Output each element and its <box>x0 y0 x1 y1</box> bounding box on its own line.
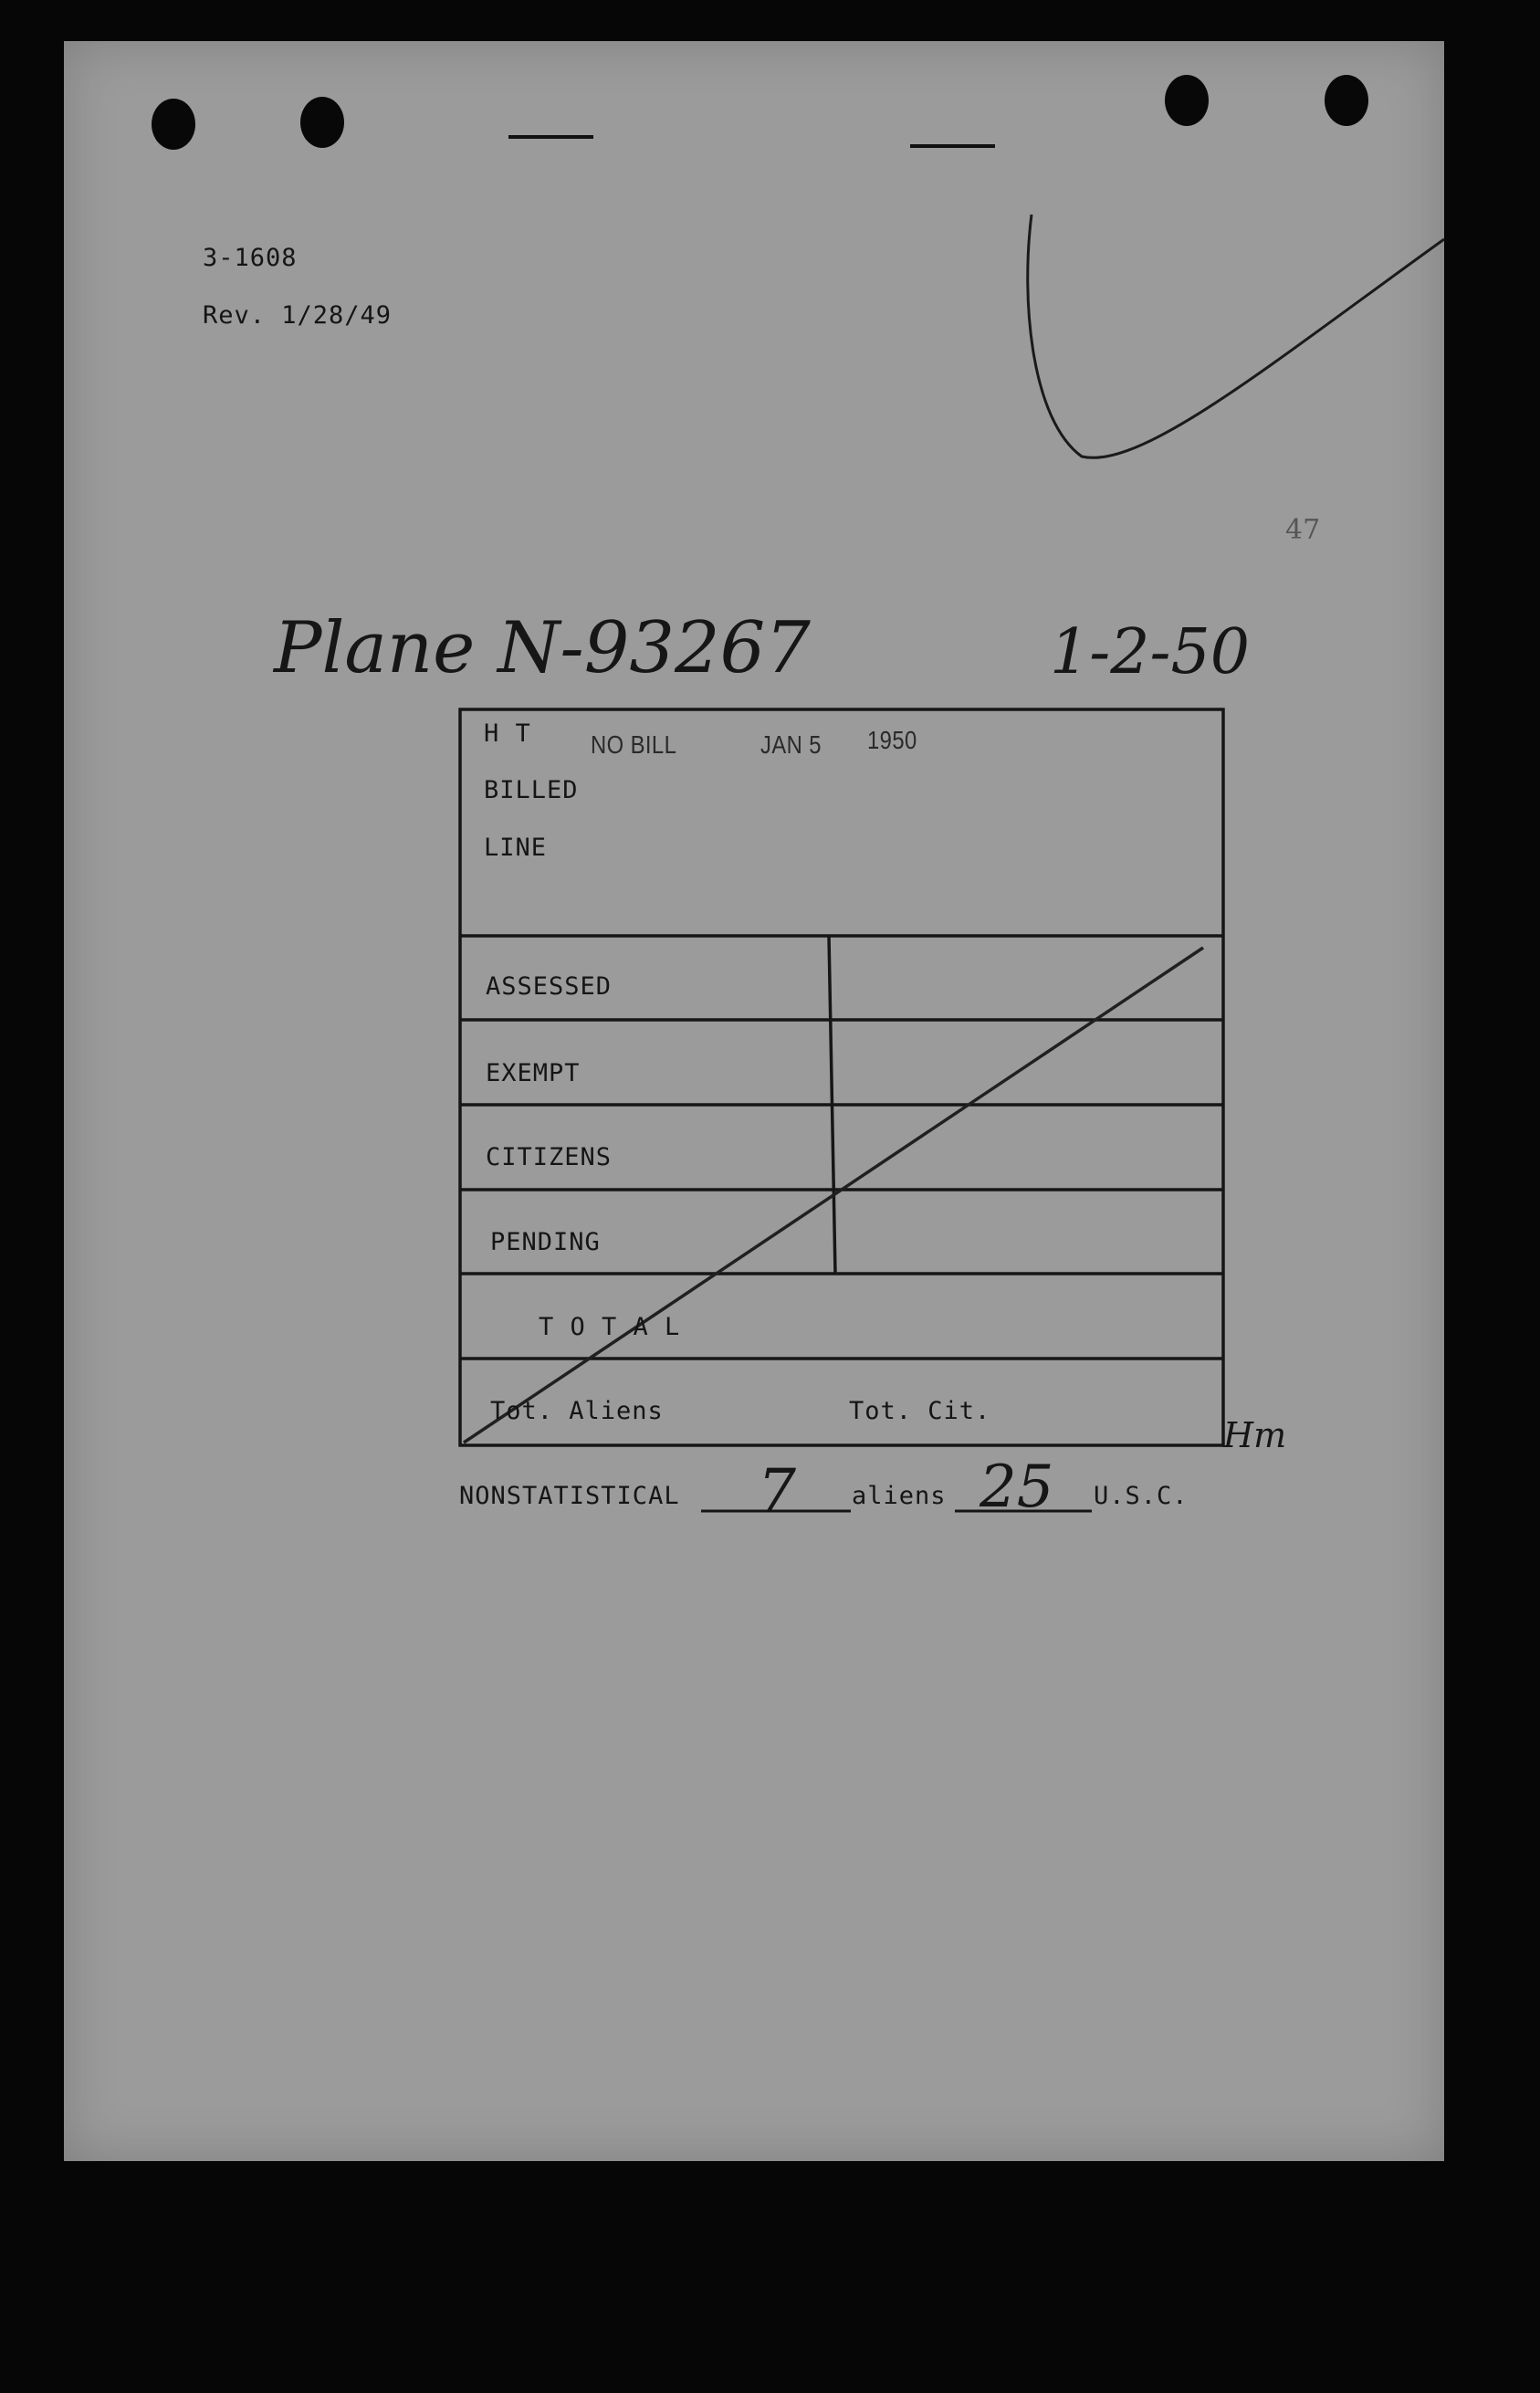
assessed-label: ASSESSED <box>486 972 613 1001</box>
total-citizens-label: Tot. Cit. <box>849 1397 991 1425</box>
date-handwritten: 1-2-50 <box>1050 616 1251 688</box>
form-number: 3-1608 <box>203 244 298 272</box>
cancel-diagonal-line <box>464 948 1203 1443</box>
initials-handwritten: Hm <box>1223 1415 1287 1455</box>
pen-check-stroke <box>1028 215 1444 457</box>
stamp-year: 1950 <box>867 726 917 754</box>
pending-label: PENDING <box>490 1228 601 1256</box>
total-label: T O T A L <box>539 1313 681 1341</box>
citizens-label: CITIZENS <box>486 1143 613 1171</box>
line-label: LINE <box>484 834 548 862</box>
ht-label: H T <box>484 719 531 748</box>
form-revision: Rev. 1/28/49 <box>203 301 393 330</box>
plane-number-handwritten: Plane N-93267 <box>274 607 811 689</box>
page-number: 47 <box>1285 514 1321 546</box>
aliens-count-handwritten: 7 <box>758 1456 796 1527</box>
total-aliens-label: Tot. Aliens <box>490 1397 664 1425</box>
billed-label: BILLED <box>484 776 579 804</box>
usc-count-handwritten: 25 <box>980 1454 1054 1521</box>
exempt-label: EXEMPT <box>486 1059 581 1087</box>
nonstatistical-label: NONSTATISTICAL <box>459 1482 680 1510</box>
usc-label: U.S.C. <box>1094 1482 1189 1510</box>
no-bill-stamp: NO BILL <box>591 730 677 759</box>
stamp-date: JAN 5 <box>760 730 822 759</box>
aliens-label: aliens <box>852 1482 947 1510</box>
